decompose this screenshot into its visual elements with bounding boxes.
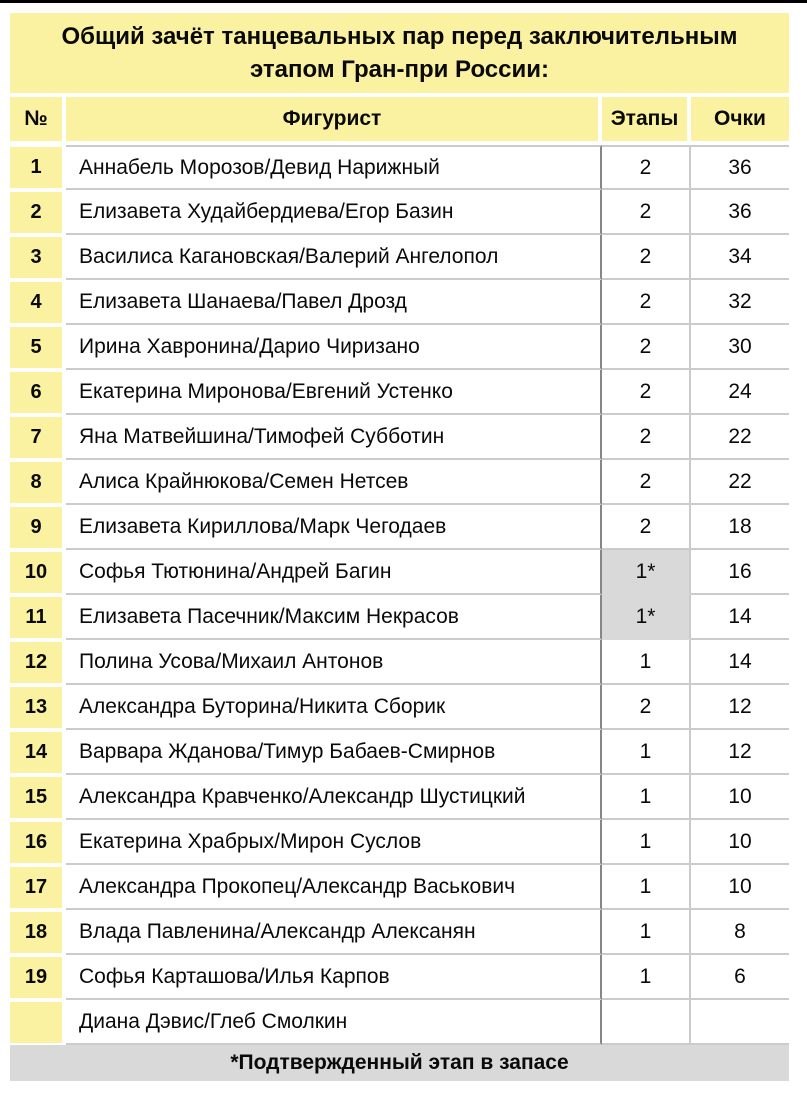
stages-cell: 2 [602, 235, 691, 280]
skater-cell: Алиса Крайнюкова/Семен Нетсев [66, 460, 602, 505]
table-row [10, 685, 789, 730]
stages-cell: 2 [602, 415, 691, 460]
table-row [10, 1000, 789, 1045]
rank-cell: 5 [10, 325, 66, 370]
skater-cell: Полина Усова/Михаил Антонов [66, 640, 602, 685]
footnote-bar: *Подтвержденный этап в запасе [10, 1045, 789, 1081]
skater-cell: Елизавета Пасечник/Максим Некрасов [66, 595, 602, 640]
skater-cell: Александра Буторина/Никита Сборик [66, 685, 602, 730]
stages-cell: 1 [602, 820, 691, 865]
stages-cell: 1 [602, 910, 691, 955]
stages-cell [602, 1000, 691, 1045]
rank-cell: 19 [10, 955, 66, 1000]
points-cell: 32 [691, 280, 789, 325]
table-row [10, 640, 789, 685]
stages-cell: 2 [602, 280, 691, 325]
skater-cell: Елизавета Кириллова/Марк Чегодаев [66, 505, 602, 550]
table-row [10, 370, 789, 415]
stages-cell: 1* [602, 595, 691, 640]
rank-cell: 16 [10, 820, 66, 865]
points-cell: 10 [691, 820, 789, 865]
column-header-points: Очки [691, 97, 789, 141]
points-cell: 10 [691, 865, 789, 910]
skater-cell: Яна Матвейшина/Тимофей Субботин [66, 415, 602, 460]
rank-cell: 7 [10, 415, 66, 460]
table-row [10, 145, 789, 190]
rank-cell: 2 [10, 190, 66, 235]
rank-cell: 6 [10, 370, 66, 415]
points-cell: 34 [691, 235, 789, 280]
column-header-stages: Этапы [602, 97, 691, 141]
rank-cell: 18 [10, 910, 66, 955]
column-header-skater: Фигурист [66, 97, 602, 141]
skater-cell: Софья Тютюнина/Андрей Багин [66, 550, 602, 595]
rank-cell: 17 [10, 865, 66, 910]
skater-cell: Влада Павленина/Александр Алексанян [66, 910, 602, 955]
rank-cell: 13 [10, 685, 66, 730]
stages-cell: 2 [602, 190, 691, 235]
skater-cell: Елизавета Шанаева/Павел Дрозд [66, 280, 602, 325]
stages-cell: 1 [602, 955, 691, 1000]
stages-cell: 2 [602, 370, 691, 415]
skater-cell: Екатерина Храбрых/Мирон Суслов [66, 820, 602, 865]
points-cell: 14 [691, 640, 789, 685]
rank-cell: 14 [10, 730, 66, 775]
rank-cell: 8 [10, 460, 66, 505]
skater-cell: Ирина Хавронина/Дарио Чиризано [66, 325, 602, 370]
points-cell: 24 [691, 370, 789, 415]
stages-cell: 1 [602, 640, 691, 685]
stages-cell: 1 [602, 730, 691, 775]
points-cell [691, 1000, 789, 1045]
skater-cell: Диана Дэвис/Глеб Смолкин [66, 1000, 602, 1045]
table-body [10, 145, 789, 1045]
table-row [10, 820, 789, 865]
column-header-rank: № [10, 97, 66, 141]
points-cell: 22 [691, 460, 789, 505]
rank-cell: 9 [10, 505, 66, 550]
table-header-row [10, 97, 789, 141]
standings-table [10, 13, 789, 1081]
table-row [10, 865, 789, 910]
stages-cell: 2 [602, 685, 691, 730]
skater-cell: Елизавета Худайбердиева/Егор Базин [66, 190, 602, 235]
skater-cell: Аннабель Морозов/Девид Нарижный [66, 145, 602, 190]
points-cell: 22 [691, 415, 789, 460]
stages-cell: 2 [602, 325, 691, 370]
table-row [10, 910, 789, 955]
table-row [10, 955, 789, 1000]
stages-cell: 1 [602, 775, 691, 820]
stages-cell: 2 [602, 505, 691, 550]
points-cell: 8 [691, 910, 789, 955]
table-row [10, 190, 789, 235]
rank-cell: 11 [10, 595, 66, 640]
stages-cell: 1* [602, 550, 691, 595]
table-row [10, 775, 789, 820]
points-cell: 6 [691, 955, 789, 1000]
points-cell: 16 [691, 550, 789, 595]
skater-cell: Екатерина Миронова/Евгений Устенко [66, 370, 602, 415]
table-row [10, 235, 789, 280]
points-cell: 14 [691, 595, 789, 640]
points-cell: 18 [691, 505, 789, 550]
skater-cell: Василиса Кагановская/Валерий Ангелопол [66, 235, 602, 280]
table-row [10, 550, 789, 595]
points-cell: 12 [691, 685, 789, 730]
points-cell: 30 [691, 325, 789, 370]
rank-cell: 1 [10, 145, 66, 190]
table-row [10, 505, 789, 550]
rank-cell: 15 [10, 775, 66, 820]
top-border-line [0, 0, 807, 3]
rank-cell: 10 [10, 550, 66, 595]
rank-cell: 12 [10, 640, 66, 685]
title-line-1: Общий зачёт танцевальных пар перед заключительным [61, 23, 738, 50]
stages-cell: 2 [602, 145, 691, 190]
points-cell: 12 [691, 730, 789, 775]
stages-cell: 1 [602, 865, 691, 910]
points-cell: 36 [691, 190, 789, 235]
stages-cell: 2 [602, 460, 691, 505]
rank-cell [10, 1000, 66, 1045]
points-cell: 10 [691, 775, 789, 820]
table-row [10, 325, 789, 370]
skater-cell: Софья Карташова/Илья Карпов [66, 955, 602, 1000]
points-cell: 36 [691, 145, 789, 190]
table-row [10, 280, 789, 325]
title-line-2: этапом Гран-при России: [249, 56, 549, 83]
page-title [10, 13, 789, 93]
rank-cell: 3 [10, 235, 66, 280]
table-row [10, 415, 789, 460]
skater-cell: Александра Кравченко/Александр Шустицкий [66, 775, 602, 820]
table-row [10, 730, 789, 775]
rank-cell: 4 [10, 280, 66, 325]
table-row [10, 460, 789, 505]
skater-cell: Александра Прокопец/Александр Васькович [66, 865, 602, 910]
table-row [10, 595, 789, 640]
skater-cell: Варвара Жданова/Тимур Бабаев-Смирнов [66, 730, 602, 775]
